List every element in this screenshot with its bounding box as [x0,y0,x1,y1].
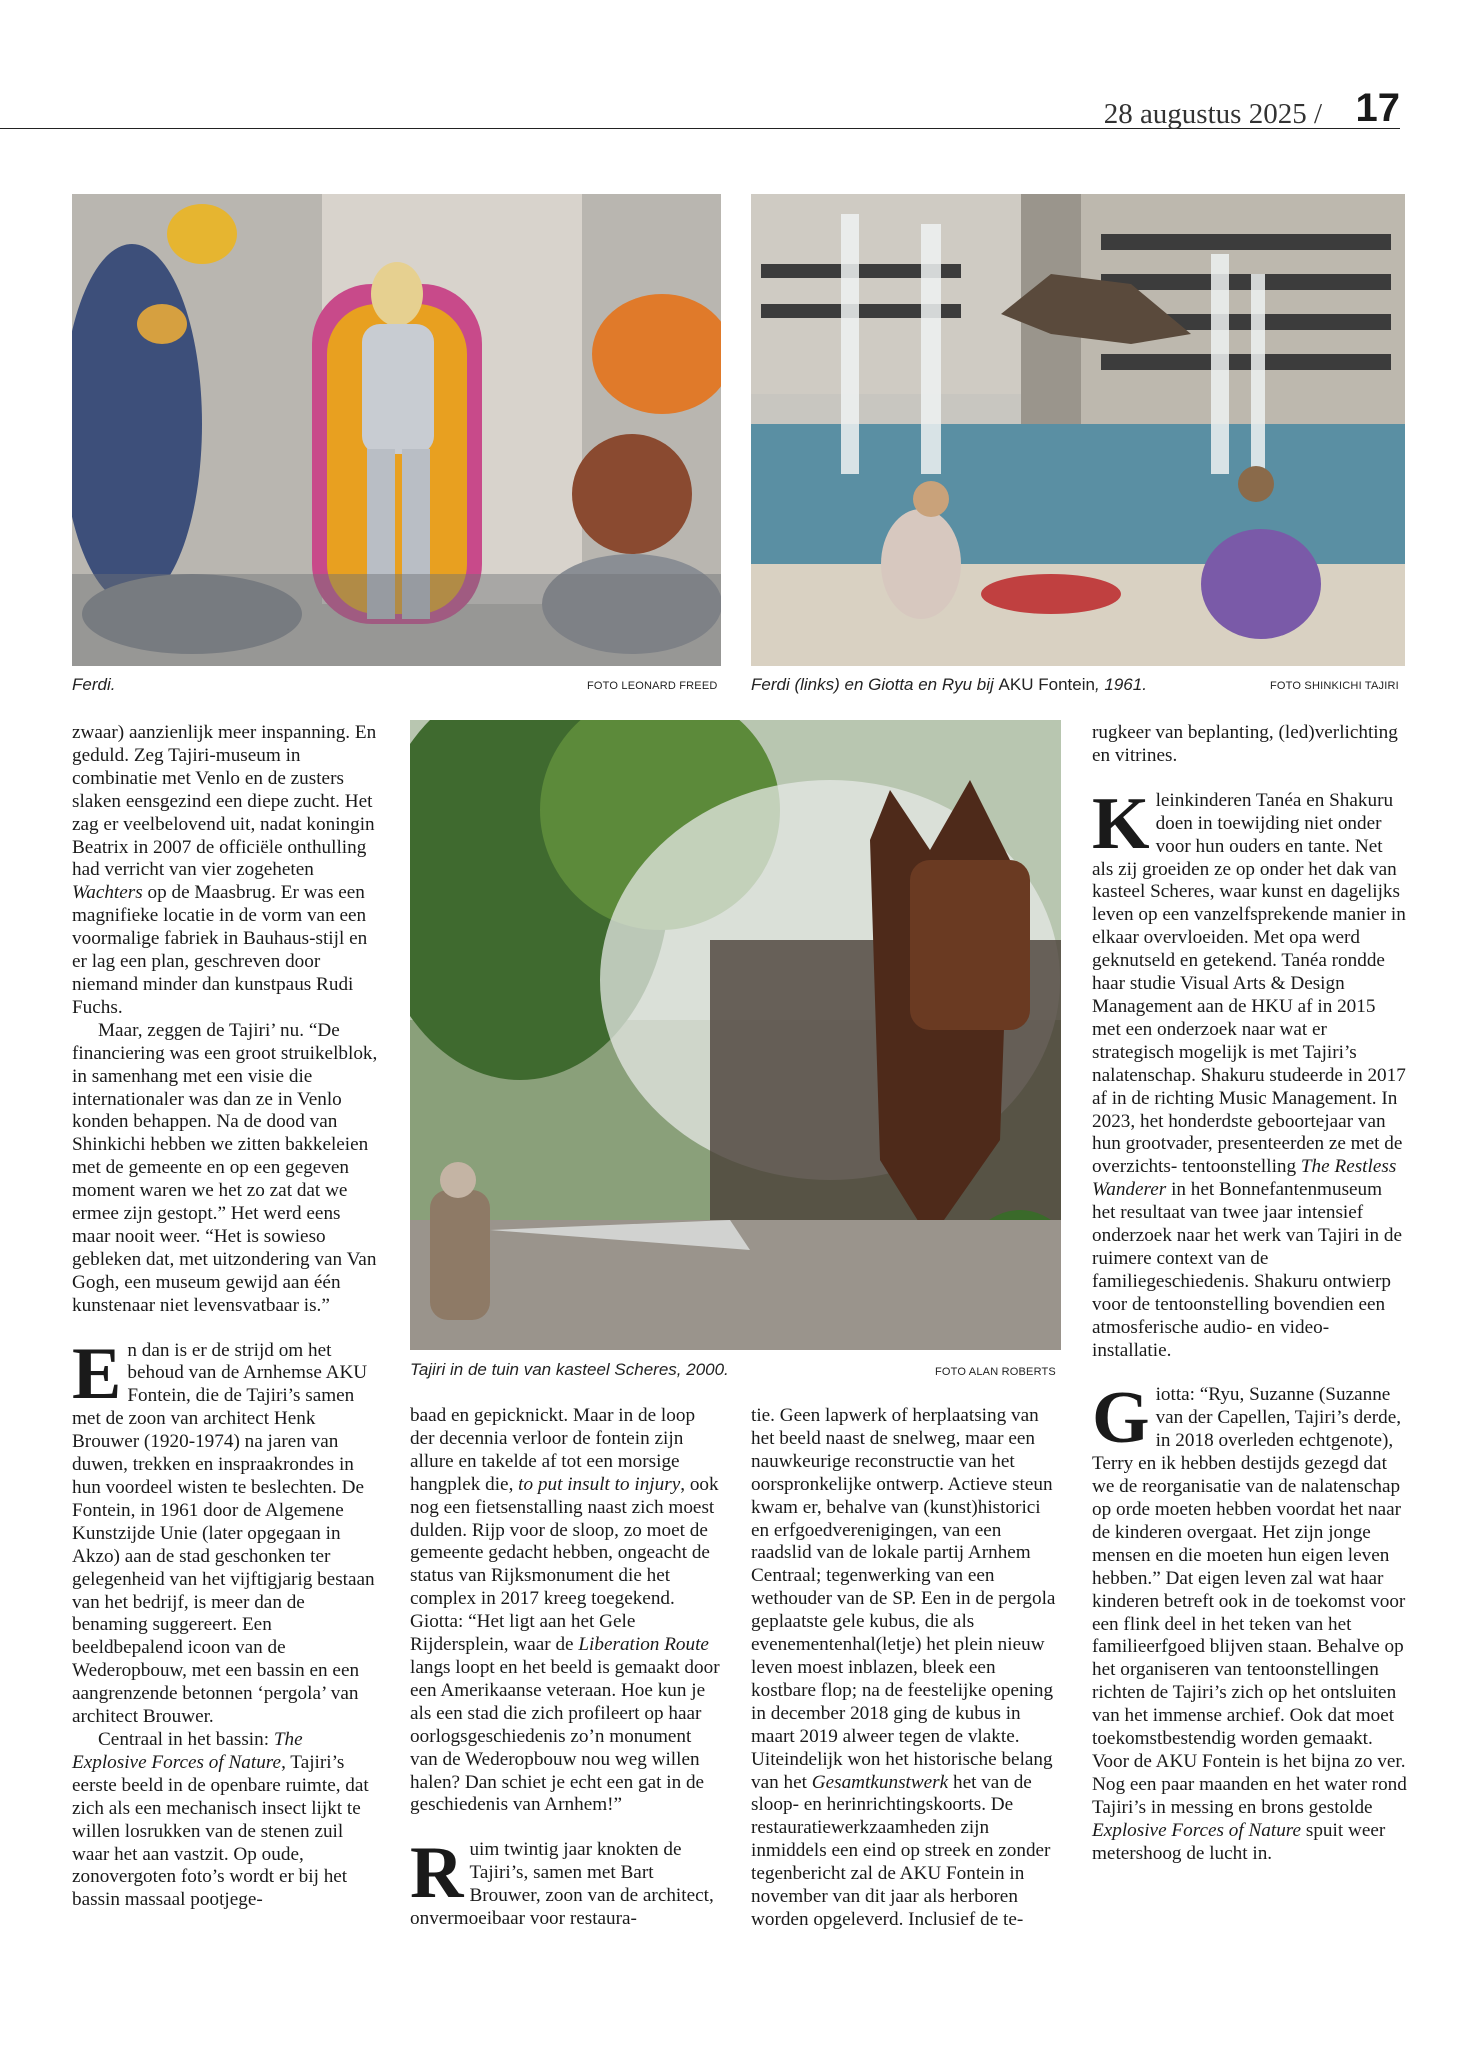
col4-paragraph-3: Giotta: “Ryu, Suzanne (Suzanne van der Capellen, Tajiri’s derde, in 2018 overleden echtgenote), Terry en ik hebben destijds gezegd dat we de reorganisatie van de nalatenschap op orde moeten hebben voordat het naar de kinderen overgaat. Het zijn jonge mensen en die moeten hun eigen leven hebben.” Dat eigen leven zal wat haar kinderen betreft ook in de toekomst voor een flink deel in het teken van het familieerfgoed blijven staan. Behalve op het organiseren van tentoonstellingen richten de Tajiri’s zich op het ontsluiten van het immense archief. Ook dat moet toekomstbestendig worden gemaakt. Voor de AKU Fontein is het bijna zo ver. Nog een paar maanden en het water rond Tajiri’s in messing en brons gestolde Explosive Forces of Nature spuit weer metershoog de lucht in. [1092,1377,1407,1864]
caption-fontein: Ferdi (links) en Giotta en Ryu bij AKU Fontein, 1961. [751,675,1147,694]
photo-ferdi [72,194,721,666]
col2-paragraph-1: baad en gepicknickt. Maar in de loop der decennia verloor de fontein zijn allure en takelde af tot een morsige hangplek die, to put insult to injury, ook nog een fietsenstalling naast zich moest dulden. Rijp voor de sloop, zo moet de gemeente gedacht hebben, ongeacht de status van Rijksmonument die het complex in 2017 kreeg toegekend. Giotta: “Het ligt aan het Gele Rijdersplein, waar de Liberation Route langs loopt en het beeld is gemaakt door een Amerikaanse veteraan. Hoe kun je als een stad die zich profileert op haar oorlogsgeschiedenis zo’n monument van de Wederopbouw nou weg willen halen? Dan schiet je echt een gat in de geschiedenis van Arnhem!” [410,1405,720,1816]
col1-paragraph-1: zwaar) aanzienlijk meer inspanning. En geduld. Zeg Tajiri-museum in combinatie met Venlo en de zusters slaken eensgezind een diepe zucht. Het zag er veelbelovend uit, nadat koningin Beatrix in 2007 de officiële onthulling had verricht van vier zogeheten Wachters op de Maasbrug. Er was een magnifieke locatie in de vorm van een voormalige fabriek in Bauhaus-stijl en er lag een plan, geschreven door niemand minder dan kunstpaus Rudi Fuchs. [72,722,377,1018]
credit-ferdi: FOTO LEONARD FREED [587,680,718,692]
credit-tuin: FOTO ALAN ROBERTS [935,1366,1056,1378]
col1-paragraph-3: En dan is er de strijd om het behoud van de Arnhemse AKU Fontein, die de Tajiri’s samen met de zoon van architect Henk Brouwer (1920-1974) na jaren van duwen, trekken en inspraakrondes in hun voordeel wisten te beslechten. De Fontein, in 1961 door de Algemene Kunstzijde Unie (later opgegaan in Akzo) aan de stad geschonken ter gelegenheid van het vijftigjarig bestaan van het bedrijf, is meer dan de benaming suggereert. Een beeldbepalend icoon van de Wederopbouw, met een bassin en een aangrenzende betonnen ‘pergola’ van architect Brouwer. [72,1332,375,1728]
drop-cap-k: K [1092,782,1150,865]
col4-paragraph-2: Kleinkinderen Tanéa en Shakuru doen in toewijding niet onder voor hun ouders en tante. Net als zij groeiden ze op onder het dak van kasteel Scheres, waar kunst en dagelijks leven op een vanzelfsprekende manier in elkaar overvloeiden. Met opa werd geknutseld en getekend. Tanéa rondde haar studie Visual Arts & Design Management aan de HKU af in 2015 met een onderzoek naar wat er strategisch mogelijk is met Tajiri’s nalatenschap. Shakuru studeerde in 2017 af in de richting Music Management. In 2023, het honderdste geboortejaar van hun grootvader, presenteerden ze met de overzichts- tentoonstelling The Restless Wanderer in het Bonnefantenmuseum het resultaat van twee jaar intensief onderzoek naar het werk van Tajiri in de ruimere context van de familiegeschiedenis. Shakuru ontwierp voor de tentoonstelling bovendien een atmosferische audio- en video-installatie. [1092,782,1406,1361]
article-column-4 [1092,722,1407,1866]
drop-cap-r: R [410,1832,464,1915]
photo-tuin [410,720,1061,1350]
tuin-photo-image [410,720,1061,1350]
drop-cap-e: E [72,1332,122,1415]
ferdi-photo-image [72,194,721,666]
col2-paragraph-2: Ruim twintig jaar knokten de Tajiri’s, samen met Bart Brouwer, zoon van de architect, onvermoeibaar voor restaura- [410,1832,714,1930]
article-column-3 [751,1405,1061,1932]
issue-date: 28 augustus 2025 / [1103,98,1322,130]
col3-paragraph-1: tie. Geen lapwerk of herplaatsing van het beeld naast de snelweg, maar een nauwkeurige reconstructie van het oorspronkelijke ontwerp. Actieve steun kwam er, behalve van (kunst)historici en erfgoedverenigingen, van een raadslid van de lokale partij Arnhem Centraal; tegenwerking van een wethouder van de SP. Een in de pergola geplaatste gele kubus, die als evenementenhal(letje) het plein nieuw leven moest inblazen, bleek een kostbare flop; na de feestelijke opening in december 2018 ging de kubus in maart 2019 alweer tegen de vlakte. Uiteindelijk won het historische belang van het Gesamtkunstwerk het van de sloop- en herinrichtingskoorts. De restauratiewerkzaamheden zijn inmiddels een eind op streek en zonder tegenbericht zal de AKU Fontein in november van dit jaar als herboren worden opgeleverd. Inclusief de te- [751,1405,1056,1930]
photo-fontein [751,194,1405,666]
col1-paragraph-4: Centraal in het bassin: The Explosive Forces of Nature, Tajiri’s eerste beeld in de openbare ruimte, dat zich als een mechanisch insect lijkt te willen losrukken van de stenen zuil waar het aan vastzit. Op oude, zonovergoten foto’s wordt er bij het bassin massaal pootjege- [72,1728,369,1911]
col1-paragraph-2: Maar, zeggen de Tajiri’ nu. “De financiering was een groot struikelblok, in samenhang met een visie die internationaler was dan ze in Venlo konden behappen. Na de dood van Shinkichi hebben we zitten bakkeleien met de gemeente en op een gegeven moment waren we het zo zat dat we ermee zijn gestopt.” Het werd eens maar nooit weer. “Het is sowieso gebleken dat, met uitzondering van Van Gogh, een museum gewijd aan één kunstenaar niet levensvatbaar is.” [72,1019,378,1316]
credit-fontein: FOTO SHINKICHI TAJIRI [1270,680,1399,692]
page-header [0,86,1400,130]
article-column-1 [72,722,382,1912]
fontein-photo-image [751,194,1405,666]
article-column-2 [410,1405,720,1931]
drop-cap-g: G [1092,1377,1150,1460]
caption-ferdi: Ferdi. [72,675,116,694]
col4-paragraph-1: rugkeer van beplanting, (led)verlichting en vitrines. [1092,722,1398,766]
caption-tuin: Tajiri in de tuin van kasteel Scheres, 2000. [410,1360,729,1379]
page-number: 17 [1355,86,1400,130]
